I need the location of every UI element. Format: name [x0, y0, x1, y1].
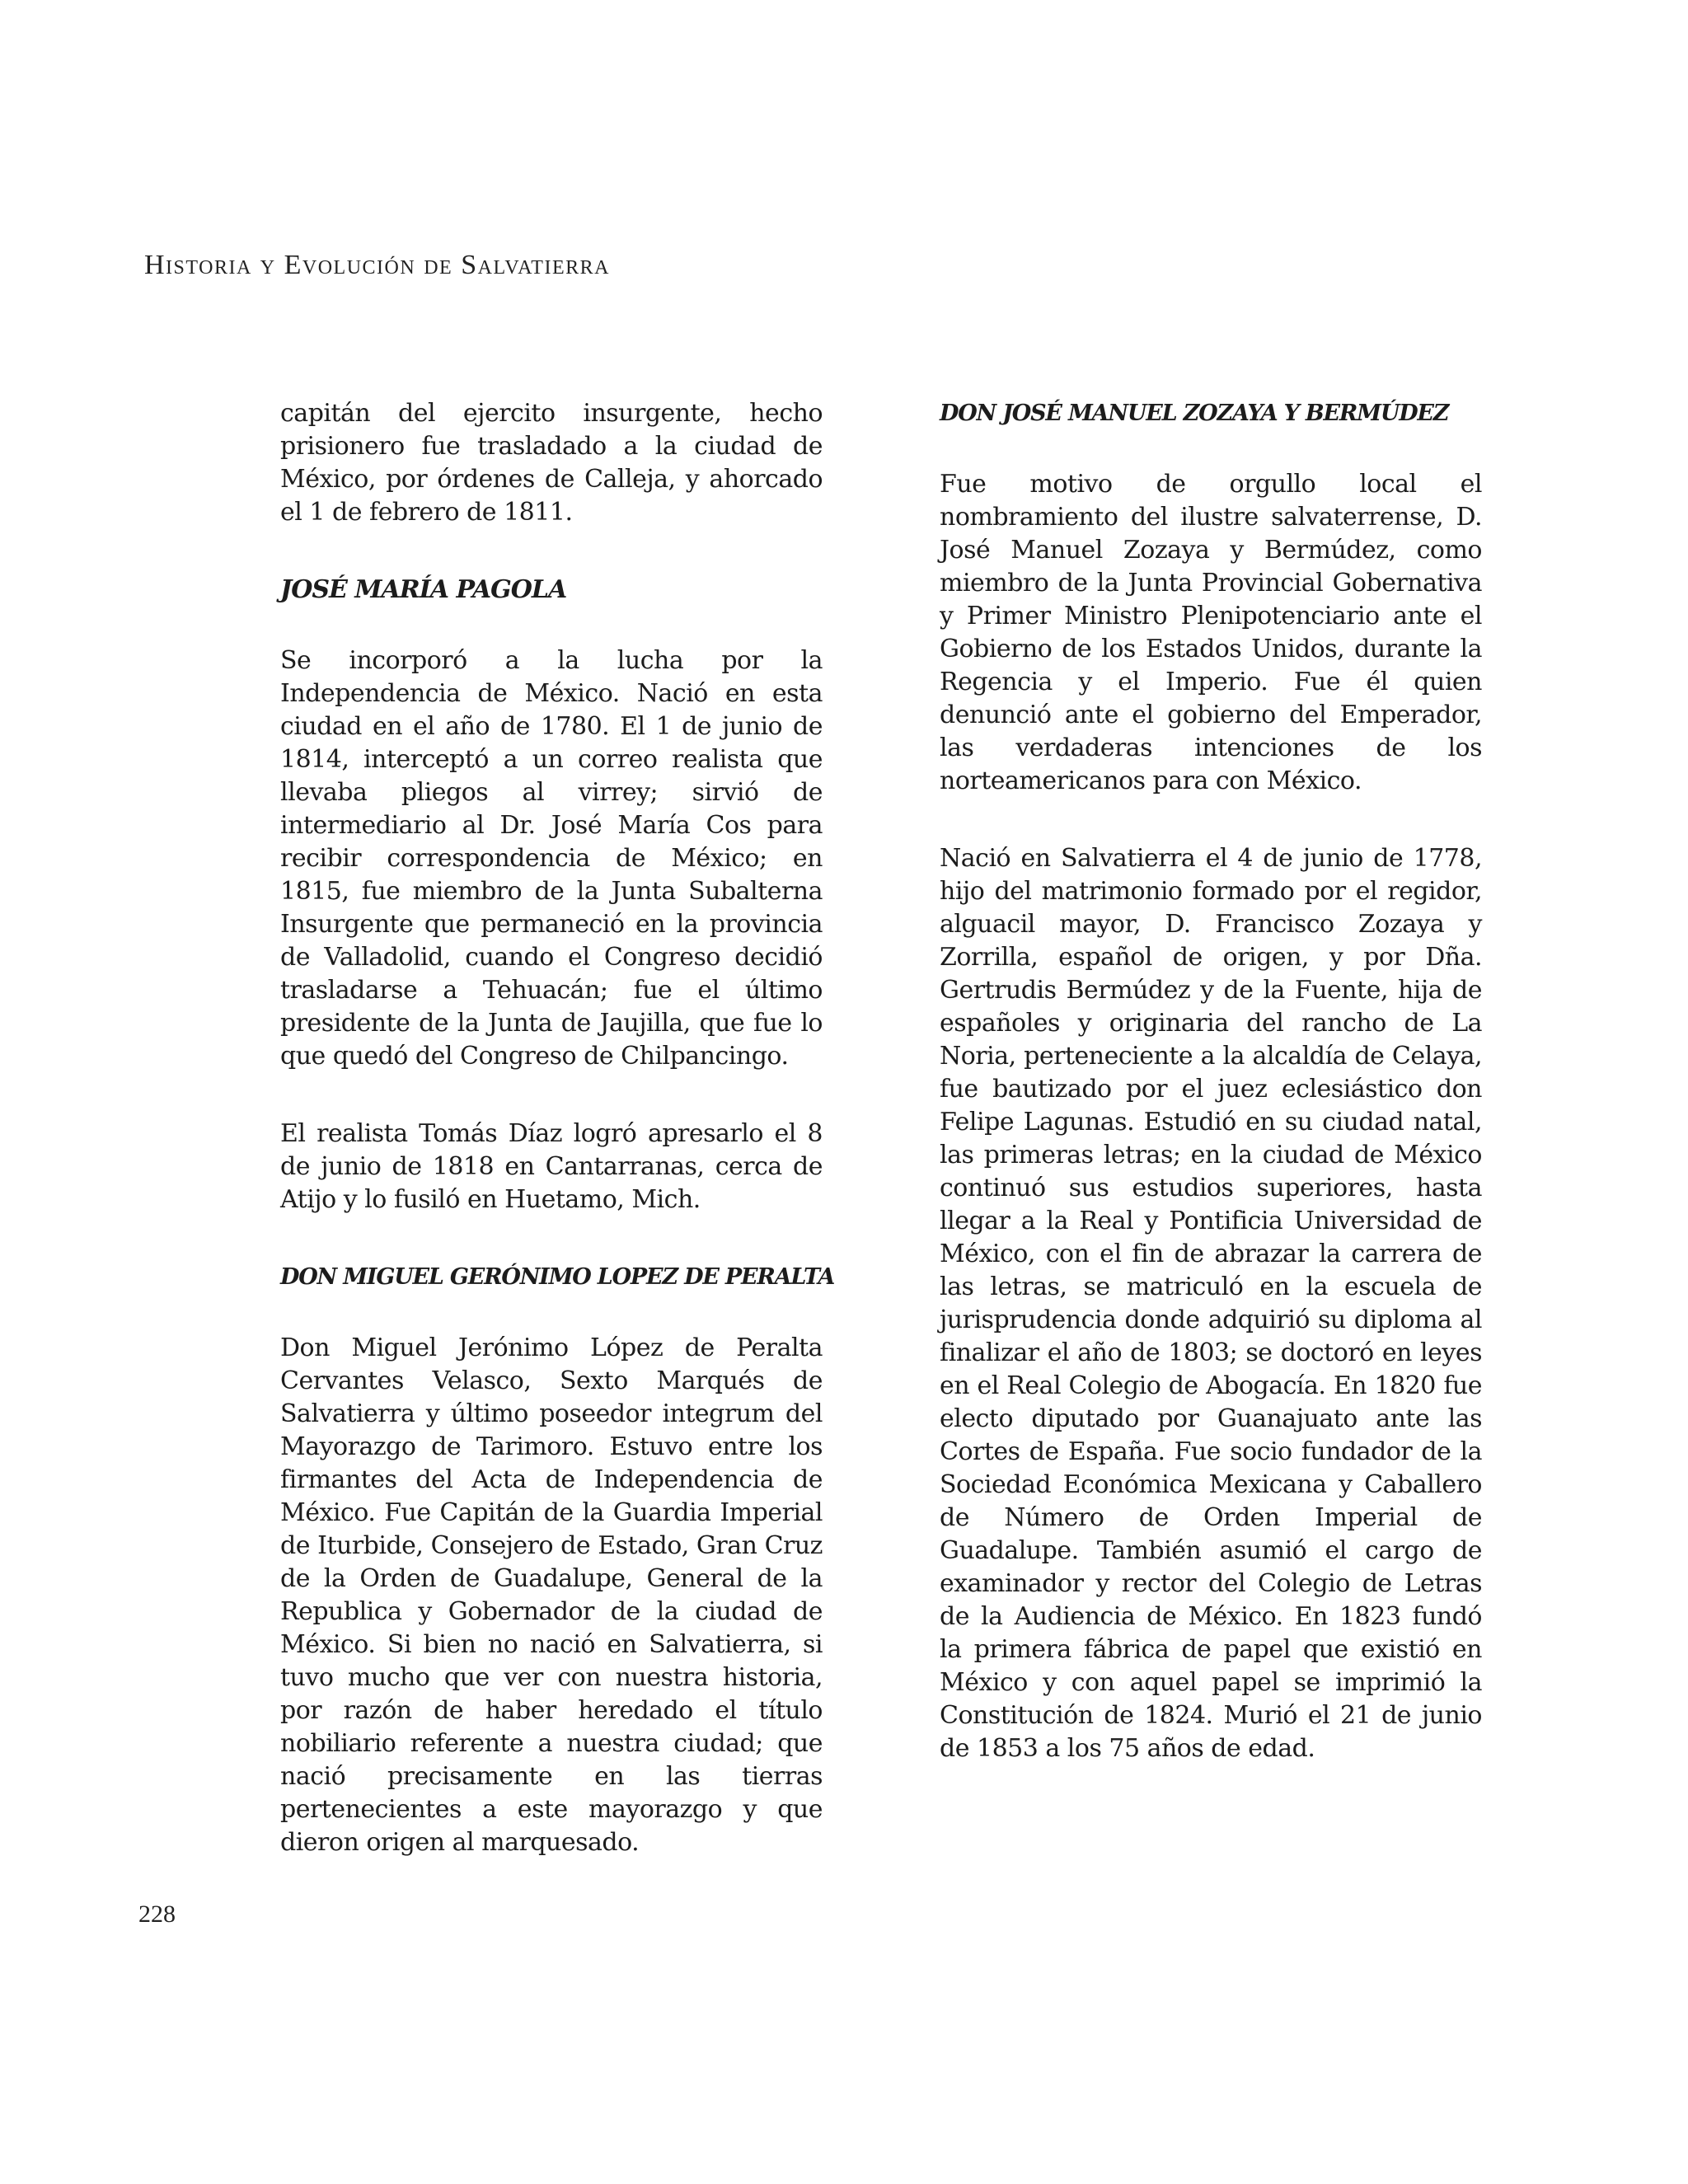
paragraph-pagola-1: Se incorporó a la lucha por la Independencia de México. Nació en esta ciudad en el año de 1780. El 1 de junio de 1814, interceptó a un correo realista que llevaba pliegos al virrey; sirvió de intermediario al Dr. José María Cos para recibir correspondencia de México; en 1815, fue miembro de la Junta Subalterna Insurgente que permaneció en la provincia de Valladolid, cuando el Congreso decidió trasladarse a Tehuacán; fue el último presidente de la Junta de Jaujilla, que fue lo que quedó del Congreso de Chilpancingo. — [280, 646, 823, 1071]
page-number: 228 — [138, 1900, 176, 1928]
heading-jose-manuel-zozaya: DON JOSÉ MANUEL ZOZAYA Y BERMÚDEZ — [940, 401, 1449, 426]
paragraph-zozaya-1: Fue motivo de orgullo local el nombramiento del ilustre salvaterrense, D. José Manuel Zozaya y Bermúdez, como miembro de la Junta Provincial Gobernativa y Primer Ministro Plenipotenciario ante el Gobierno de los Estados Unidos, durante la Regencia y el Imperio. Fue él quien denunció ante el gobierno del Emperador, las verdaderas intenciones de los norteamericanos para con México. — [940, 470, 1482, 795]
heading-miguel-lopez-de-peralta: DON MIGUEL GERÓNIMO LOPEZ DE PERALTA — [280, 1264, 835, 1290]
paragraph-zozaya-2: Nació en Salvatierra el 4 de junio de 1778, hijo del matrimonio formado por el regidor, alguacil mayor, D. Francisco Zozaya y Zorrilla, español de origen, y por Dña. Gertrudis Bermúdez y de la Fuente, hija de españoles y originaria del rancho de La Noria, perteneciente a la alcaldía de Celaya, fue bautizado por el juez eclesiástico don Felipe Lagunas. Estudió en su ciudad natal, las primeras letras; en la ciudad de México continuó sus estudios superiores, hasta llegar a la Real y Pontificia Universidad de México, con el fin de abrazar la carrera de las letras, se matriculó en la escuela de jurisprudencia donde adquirió su diploma al finalizar el año de 1803; se doctoró en leyes en el Real Colegio de Abogacía. En 1820 fue electo diputado por Guanajuato ante las Cortes de España. Fue socio fundador de la Sociedad Económica Mexicana y Caballero de Número de Orden Imperial de Guadalupe. También asumió el cargo de examinador y rector del Colegio de Letras de la Audiencia de México. En 1823 fundó la primera fábrica de papel que existió en México y con aquel papel se imprimió la Constitución de 1824. Murió el 21 de junio de 1853 a los 75 años de edad. — [940, 844, 1482, 1763]
running-title: Historia y Evolución de Salvatierra — [144, 250, 610, 280]
right-column — [940, 397, 1482, 1765]
paragraph-continuation: capitán del ejercito insurgente, hecho prisionero fue trasladado a la ciudad de México, por órdenes de Calleja, y ahorcado el 1 de febrero de 1811. — [280, 399, 823, 527]
left-column — [280, 397, 835, 1859]
paragraph-pagola-2: El realista Tomás Díaz logró apresarlo el 8 de junio de 1818 en Cantarranas, cerca de Atijo y lo fusiló en Huetamo, Mich. — [280, 1119, 823, 1214]
paragraph-peralta: Don Miguel Jerónimo López de Peralta Cervantes Velasco, Sexto Marqués de Salvatierra y último poseedor integrum del Mayorazgo de Tarimoro. Estuvo entre los firmantes del Acta de Independencia de México. Fue Capitán de la Guardia Imperial de Iturbide, Consejero de Estado, Gran Cruz de la Orden de Guadalupe, General de la Republica y Gobernador de la ciudad de México. Si bien no nació en Salvatierra, si tuvo mucho que ver con nuestra historia, por razón de haber heredado el título nobiliario referente a nuestra ciudad; que nació precisamente en las tierras pertenecientes a este mayorazgo y que dieron origen al marquesado. — [280, 1333, 823, 1857]
heading-jose-maria-pagola: JOSÉ MARÍA PAGOLA — [280, 575, 567, 604]
